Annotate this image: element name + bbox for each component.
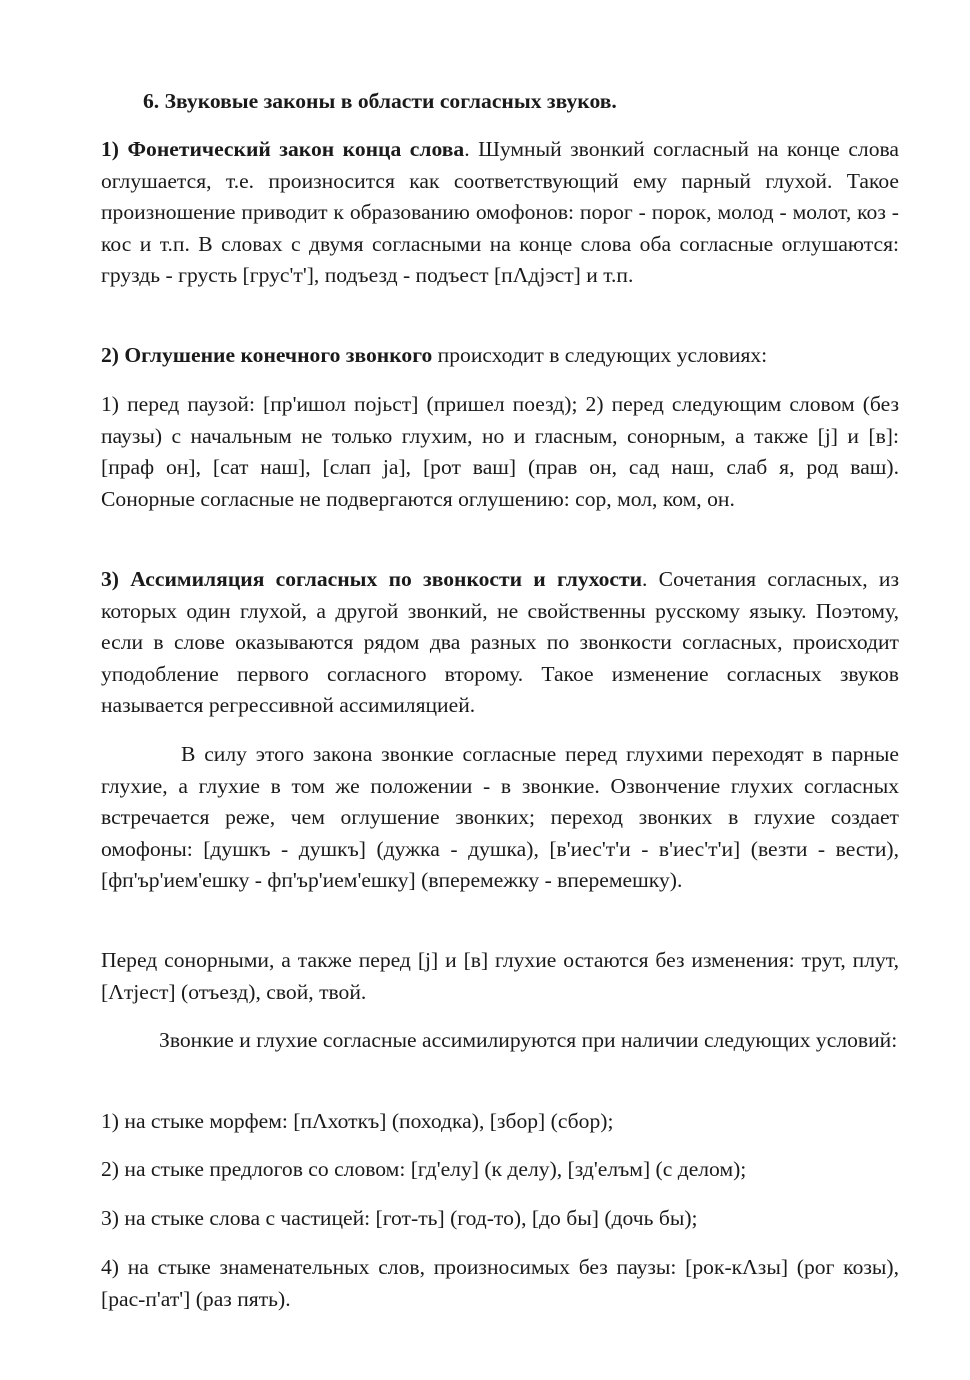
list-item-particles: 3) на стыке слова с частицей: [гот-ть] (год-то), [до бы] (дочь бы); <box>101 1206 698 1230</box>
section-heading: 1) Фонетический закон конца слова <box>101 137 465 161</box>
section-heading: 2) Оглушение конечного звонкого <box>101 343 433 367</box>
page-title: 6. Звуковые законы в области согласных звуков. <box>143 89 617 113</box>
list-item-prepositions: 2) на стыке предлогов со словом: [гд'елу] (к делу), [зд'елъм] (с делом); <box>101 1157 747 1181</box>
paragraph-final-devoicing <box>101 340 899 372</box>
paragraph-text: . Сочетания согласных, из которых один глухой, а другой звонкий, не свойственны русскому языку. Поэтому, если в слове оказываются рядом два разных по звонкости согласных, происходит уподобление первого согласного второму. Такое изменение согласных звуков называется регрессивной ассимиляцией. <box>101 567 899 717</box>
list-item-words: 4) на стыке знаменательных слов, произносимых без паузы: [рок-кΛзы] (рог козы), [рас-п'ат'] (раз пять). <box>101 1255 899 1311</box>
paragraph-text: . Шумный звонкий согласный на конце слова оглушается, т.е. произносится как соответствующий ему парный глухой. Такое произношение приводит к образованию омофонов: порог - порок, молод - молот, коз - кос и т.п. В словах с двумя согласными на конце слова оба согласные оглушаются: груздь - грусть [грус'т'], подъезд - подъест [пΛдјэст] и т.п. <box>101 137 899 287</box>
paragraph-devoicing-conditions: 1) перед паузой: [пр'ишол појьст] (пришел поезд); 2) перед следующим словом (без паузы) с начальным не только глухим, но и гласным, сонорным, а также [j] и [в]: [праф он], [сат наш], [слап ja], [рот ваш] (прав он, сад наш, слаб я, род ваш). Сонорные согласные не подвергаются оглушению: сор, мол, ком, он. <box>101 392 899 511</box>
paragraph-text: происходит в следующих условиях: <box>432 343 768 367</box>
paragraph-conditions-intro: Звонкие и глухие согласные ассимилируются при наличии следующих условий: <box>159 1028 898 1052</box>
paragraph-law-effect: В силу этого закона звонкие согласные перед глухими переходят в парные глухие, а глухие в том же положении - в звонкие. Озвончение глухих согласных встречается реже, чем оглушение звонких; переход звонких в глухие создает омофоны: [душкъ - душкъ] (дужка - душка), [в'иес'т'и - в'иес'т'и] (везти - вести), [фп'ър'ием'ешку - фп'ър'ием'ешку] (вперемежку - вперемешку). <box>101 742 899 892</box>
paragraph-sonorants: Перед сонорными, а также перед [j] и [в] глухие остаются без изменения: трут, плут, [Λтјест] (отъезд), свой, твой. <box>101 948 899 1004</box>
paragraph-assimilation <box>101 564 899 722</box>
list-item-morphemes: 1) на стыке морфем: [пΛхоткъ] (походка), [збор] (сбор); <box>101 1109 614 1133</box>
section-heading: 3) Ассимиляция согласных по звонкости и глухости <box>101 567 643 591</box>
paragraph-law-word-end <box>101 134 899 292</box>
